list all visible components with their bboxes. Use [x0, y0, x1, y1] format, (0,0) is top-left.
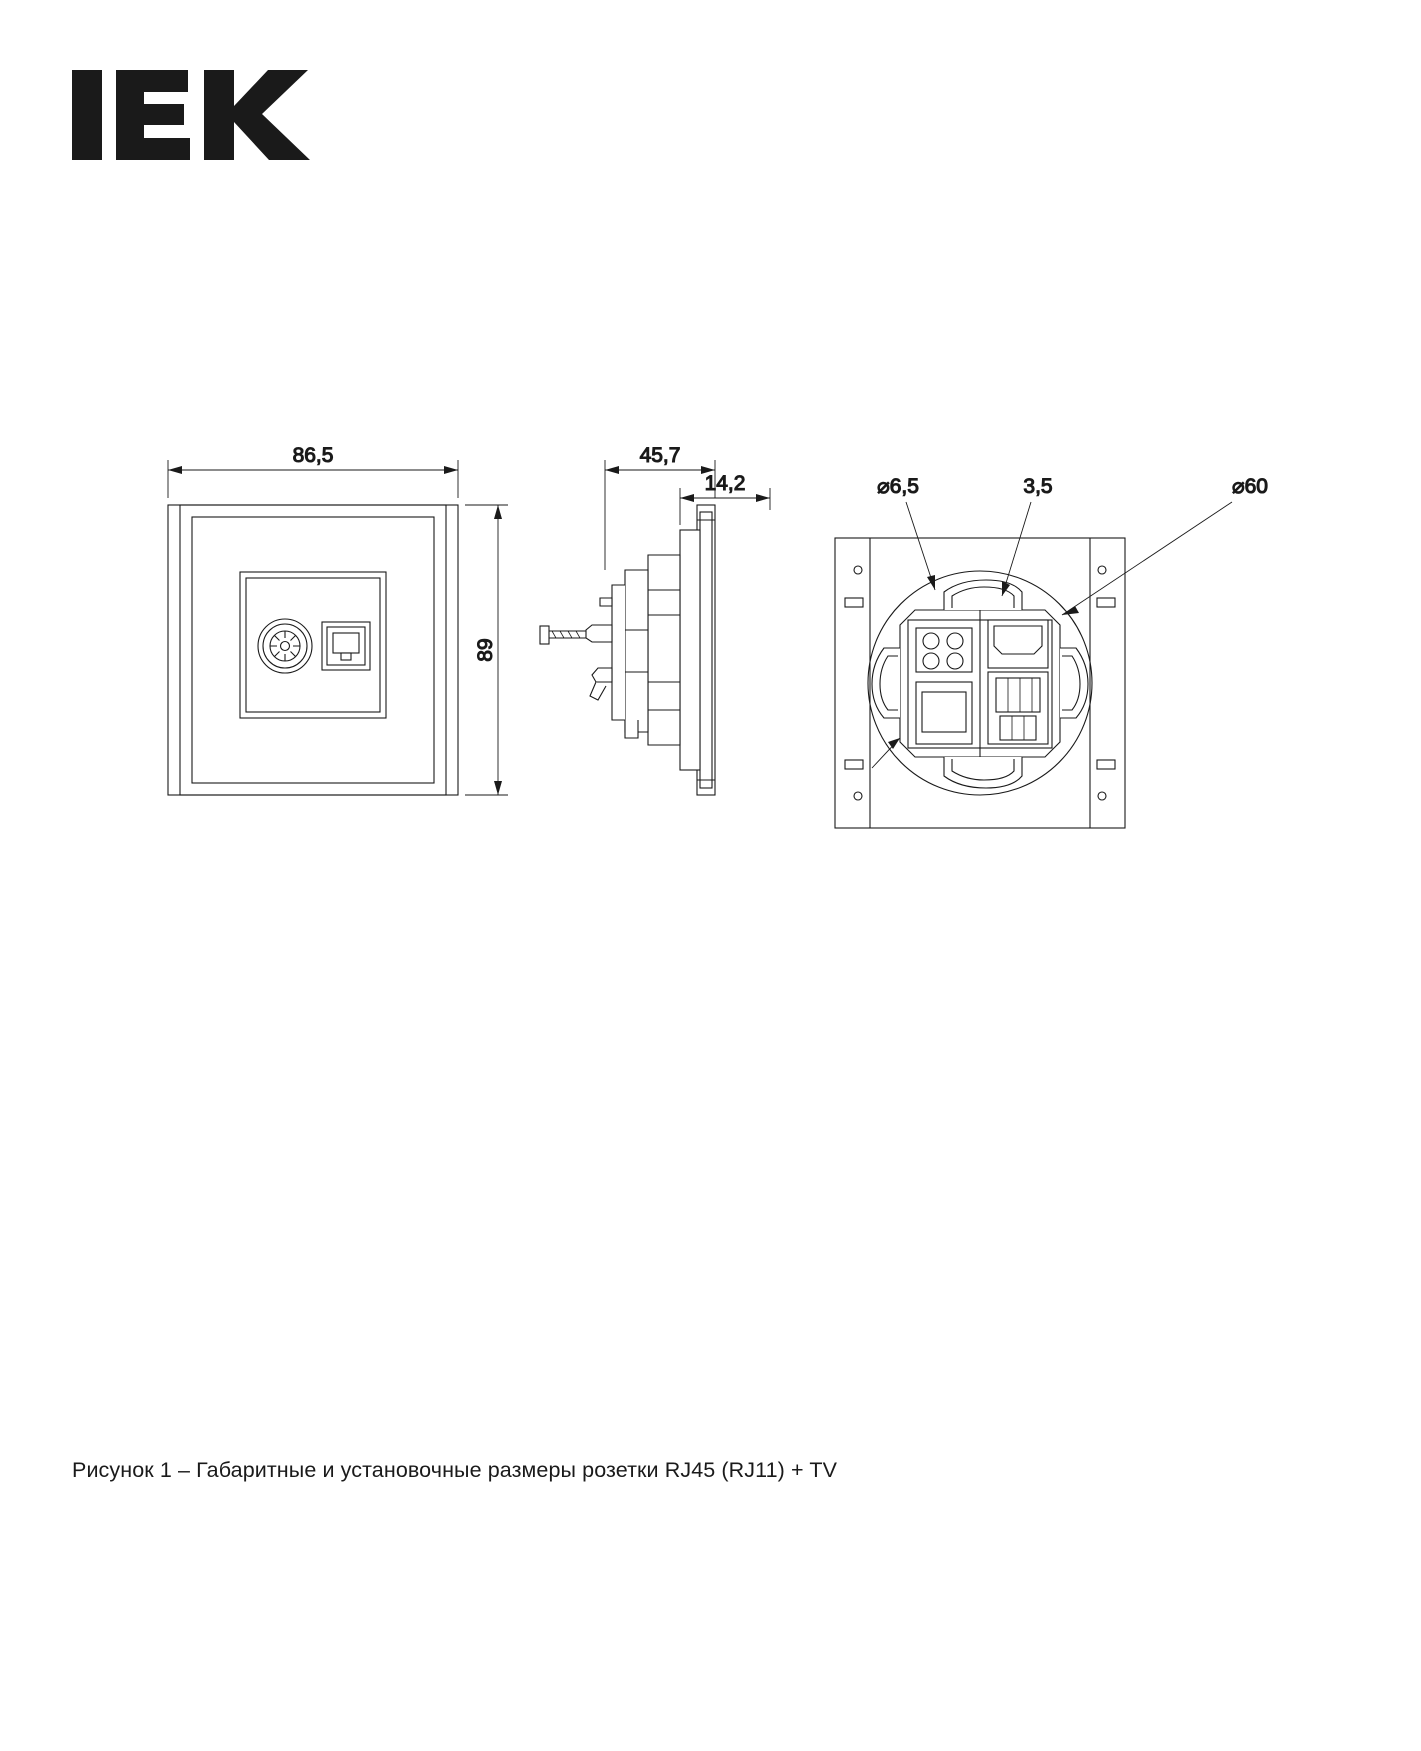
technical-drawing	[0, 420, 1421, 870]
callout-claw-thickness-label: 3,5	[1023, 475, 1053, 498]
callout-screw-hole-label: ⌀6,5	[877, 475, 919, 498]
dimension-height-label: 89	[474, 638, 497, 662]
dimension-width-label: 86,5	[292, 444, 334, 467]
callout-mounting-box-label: ⌀60	[1231, 475, 1269, 498]
front-view	[168, 505, 458, 795]
rear-view	[835, 538, 1125, 828]
dimension-frame-thickness-label: 14,2	[704, 472, 746, 495]
dimension-depth-label: 45,7	[639, 444, 681, 467]
iek-logo	[72, 62, 312, 167]
side-view	[540, 505, 715, 795]
figure-caption: Рисунок 1 – Габаритные и установочные размеры розетки RJ45 (RJ11) + TV	[72, 1458, 838, 1482]
